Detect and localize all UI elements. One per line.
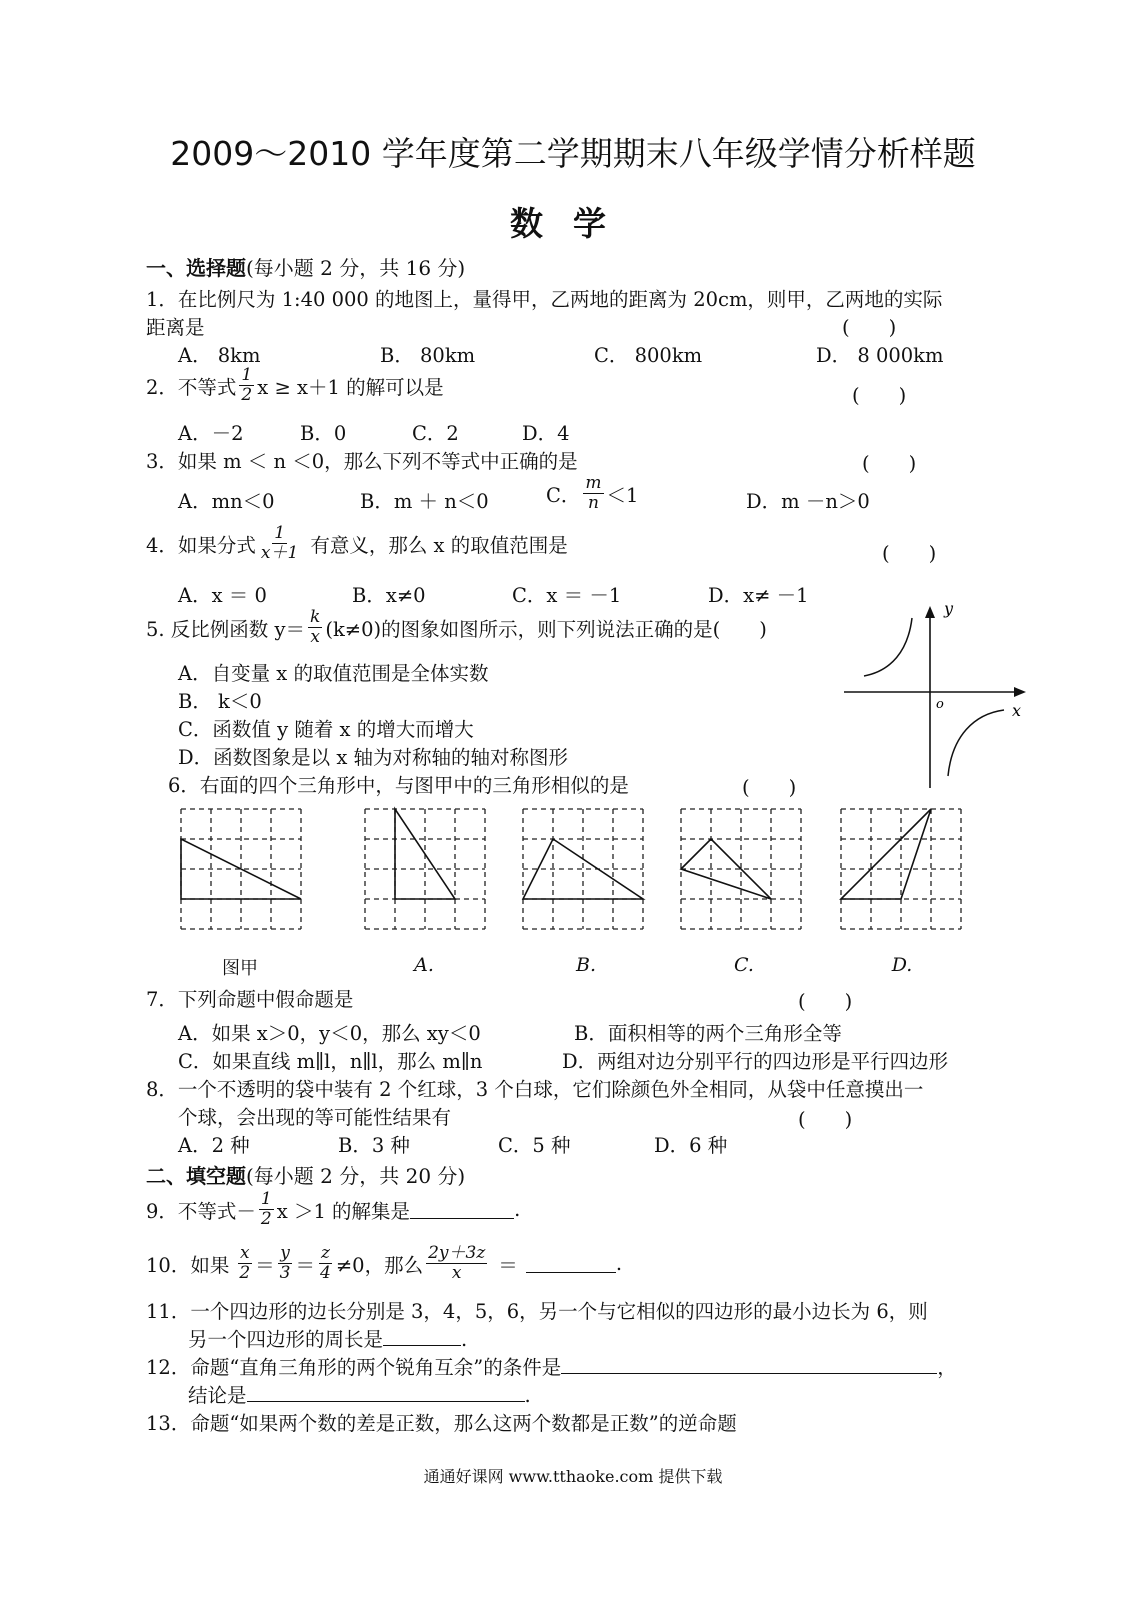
q2-option-b: B．0: [300, 422, 347, 445]
q5-post: (k≠0)的图象如图所示，则下列说法正确的是( ): [325, 617, 767, 641]
triangle-d: [841, 809, 931, 899]
q10-f1-den: 2: [239, 1263, 251, 1283]
q4-option-c: C．x ＝ －1: [512, 584, 622, 607]
q9-answer-blank[interactable]: [410, 1200, 514, 1219]
q3-frac-num: m: [585, 473, 602, 493]
q10-f3-num: z: [320, 1243, 330, 1263]
graph-x-label: x: [1012, 701, 1022, 720]
grid-figure-jia: [178, 806, 306, 932]
q5-fraction: [308, 608, 322, 647]
q5-option-c: C．函数值 y 随着 x 的增大而增大: [178, 718, 474, 741]
q12-line1-wrap: [146, 1352, 957, 1380]
grid-figure-b: [520, 806, 648, 932]
q10-f3-den: 4: [320, 1263, 331, 1283]
q2-post: x ≥ x＋1 的解可以是: [257, 375, 444, 399]
q11-end: .: [461, 1328, 468, 1351]
q4-option-d: D．x≠ －1: [708, 584, 809, 607]
q10-mid: ≠0，那么: [335, 1253, 424, 1277]
q12-line2: 结论是: [188, 1384, 247, 1407]
grid-figure-a: [362, 806, 490, 932]
q1-option-b: B． 80km: [380, 344, 476, 367]
q5-option-b: B． k＜0: [178, 690, 262, 713]
q10-eq2: ＝: [295, 1253, 316, 1277]
q4-frac-num: 1: [274, 523, 286, 543]
q13-question: 13．命题“如果两个数的差是正数，那么这两个数都是正数”的逆命题: [146, 1412, 737, 1435]
q1-line1: 1．在比例尺为 1:40 000 的地图上，量得甲，乙两地的距离为 20cm，则甲，乙两地的实际: [146, 288, 943, 311]
q10-end: .: [615, 1252, 623, 1275]
q6-answer-paren: ( ): [742, 776, 797, 799]
q3-option-c-pre: C．: [546, 483, 581, 507]
q2-fraction: [239, 366, 254, 405]
page-footer: 通通好课网 www.tthaoke.com 提供下载: [423, 1467, 723, 1486]
q10-fraction-x: [237, 1244, 252, 1283]
q12-line2-wrap: [188, 1380, 531, 1408]
q10-fraction-expr: [426, 1244, 487, 1283]
q11-line1: 11．一个四边形的边长分别是 3，4，5，6，另一个与它相似的四边形的最小边长为 6，则: [146, 1300, 928, 1323]
q10-f4-den: x: [451, 1263, 462, 1283]
q2-pre: 2．不等式: [146, 375, 237, 399]
graph-y-arrow: [925, 606, 935, 618]
q8-option-c: C．5 种: [498, 1134, 571, 1157]
grid-lines: [523, 809, 643, 929]
q5-frac-den: x: [310, 627, 320, 647]
q3-option-b: B．m ＋ n＜0: [360, 490, 489, 513]
q9-question: [146, 1190, 520, 1229]
q12-condition-blank[interactable]: [561, 1355, 937, 1374]
q3-option-c-post: ＜1: [606, 483, 639, 507]
q12-end1: ，: [937, 1356, 957, 1379]
q10-fraction-y: [278, 1244, 293, 1283]
q7-answer-paren: ( ): [798, 990, 853, 1013]
q2-option-a: A．－2: [178, 422, 244, 445]
label-figure-a: A.: [414, 954, 434, 976]
section1-heading: [146, 252, 465, 281]
q9-fraction: [259, 1190, 274, 1229]
section1-title: 一、选择题: [146, 256, 246, 280]
q10-pre: 10．如果: [146, 1253, 230, 1277]
section2-heading: [146, 1160, 465, 1189]
q4-frac-den: x＋1: [260, 543, 299, 563]
q3-option-a: A．mn＜0: [178, 490, 275, 513]
graph-origin-label: o: [936, 697, 944, 712]
q2-frac-den: 2: [241, 385, 253, 405]
q5-pre: 5. 反比例函数 y＝: [146, 617, 306, 641]
q12-end2: .: [524, 1384, 531, 1407]
q11-line2-wrap: [188, 1324, 467, 1352]
q1-line2: 距离是: [146, 316, 205, 339]
q2-answer-paren: ( ): [852, 384, 907, 407]
section2-note: (每小题 2 分，共 20 分): [246, 1164, 466, 1188]
q4-fraction: [259, 524, 300, 563]
q9-end: .: [514, 1198, 521, 1221]
graph-curve-upper-left: [864, 618, 912, 676]
grid-figure-c: [678, 806, 806, 932]
graph-curve-lower-right: [948, 710, 1004, 776]
q10-f2-den: 3: [279, 1263, 291, 1283]
q10-f2-num: y: [280, 1243, 290, 1263]
hyperbola-graph: [836, 596, 1036, 790]
q11-answer-blank[interactable]: [383, 1327, 461, 1346]
q7-option-b: B．面积相等的两个三角形全等: [574, 1022, 842, 1045]
section2-title: 二、填空题: [146, 1164, 246, 1188]
page-title: 2009～2010 学年度第二学期期末八年级学情分析样题: [170, 134, 976, 173]
q9-frac-den: 2: [260, 1209, 272, 1229]
q7-option-a: A．如果 x＞0，y＜0，那么 xy＜0: [178, 1022, 481, 1045]
label-figure-b: B.: [575, 954, 596, 976]
q10-answer-blank[interactable]: [526, 1254, 616, 1273]
q10-question: [146, 1244, 622, 1283]
q8-option-b: B．3 种: [338, 1134, 410, 1157]
q9-post: x ＞1 的解集是: [276, 1199, 411, 1223]
subject-heading: 数学: [510, 204, 636, 243]
grid-lines: [841, 809, 961, 929]
graph-y-label: y: [944, 599, 954, 618]
q6-question: 6．右面的四个三角形中，与图甲中的三角形相似的是: [168, 774, 629, 797]
q12-line1: 12．命题“直角三角形的两个锐角互余”的条件是: [146, 1356, 562, 1379]
grid-lines: [365, 809, 485, 929]
q1-option-c: C． 800km: [594, 344, 703, 367]
q3-answer-paren: ( ): [862, 452, 917, 475]
q2-frac-num: 1: [241, 365, 253, 385]
q1-option-a: A． 8km: [178, 344, 261, 367]
q4-post: 有意义，那么 x 的取值范围是: [310, 533, 568, 557]
q1-option-d: D． 8 000km: [816, 344, 944, 367]
q8-line1: 8．一个不透明的袋中装有 2 个红球，3 个白球，它们除颜色外全相同，从袋中任意摸出一: [146, 1078, 924, 1101]
q4-pre: 4．如果分式: [146, 533, 256, 557]
q7-option-d: D．两组对边分别平行的四边形是平行四边形: [562, 1050, 949, 1073]
graph-x-arrow: [1014, 687, 1026, 697]
q1-answer-paren: ( ): [842, 316, 897, 339]
q4-question: [146, 524, 568, 563]
q5-question: [146, 608, 767, 647]
q8-line2: 个球，会出现的等可能性结果有: [178, 1106, 452, 1129]
q9-frac-num: 1: [260, 1189, 272, 1209]
q8-option-d: D．6 种: [654, 1134, 728, 1157]
q10-eq3: ＝: [498, 1253, 518, 1277]
q12-conclusion-blank[interactable]: [247, 1383, 525, 1402]
q9-pre: 9．不等式－: [146, 1199, 256, 1223]
q5-option-d: D．函数图象是以 x 轴为对称轴的轴对称图形: [178, 746, 569, 769]
q4-option-a: A．x ＝ 0: [178, 584, 267, 607]
q3-frac-den: n: [588, 493, 599, 513]
label-figure-jia: 图甲: [222, 958, 258, 979]
q10-fraction-z: [318, 1244, 333, 1283]
grid-figure-d: [838, 806, 966, 932]
q2-question: [146, 366, 444, 405]
label-figure-c: C.: [734, 954, 754, 976]
q4-answer-paren: ( ): [882, 542, 937, 565]
section1-note: (每小题 2 分，共 16 分): [246, 256, 466, 280]
q11-line2: 另一个四边形的周长是: [188, 1328, 384, 1351]
q2-option-c: C．2: [412, 422, 459, 445]
q10-eq1: ＝: [255, 1253, 275, 1277]
q7-option-c: C．如果直线 m∥l，n∥l，那么 m∥n: [178, 1050, 483, 1073]
q5-option-a: A．自变量 x 的取值范围是全体实数: [178, 662, 489, 685]
q2-option-d: D．4: [522, 422, 570, 445]
label-figure-d: D.: [891, 954, 913, 976]
q3-option-c: [546, 474, 638, 513]
q3-option-d: D．m －n＞0: [746, 490, 870, 513]
q8-answer-paren: ( ): [798, 1108, 853, 1131]
q10-f4-num: 2y＋3z: [428, 1243, 486, 1263]
q3-option-c-fraction: [583, 474, 603, 513]
q5-frac-num: k: [310, 607, 321, 627]
q8-option-a: A．2 种: [178, 1134, 250, 1157]
q4-option-b: B．x≠0: [352, 584, 426, 607]
q3-question: 3．如果 m ＜ n ＜0，那么下列不等式中正确的是: [146, 450, 578, 473]
q10-f1-num: x: [239, 1243, 250, 1263]
q7-question: 7．下列命题中假命题是: [146, 988, 354, 1011]
